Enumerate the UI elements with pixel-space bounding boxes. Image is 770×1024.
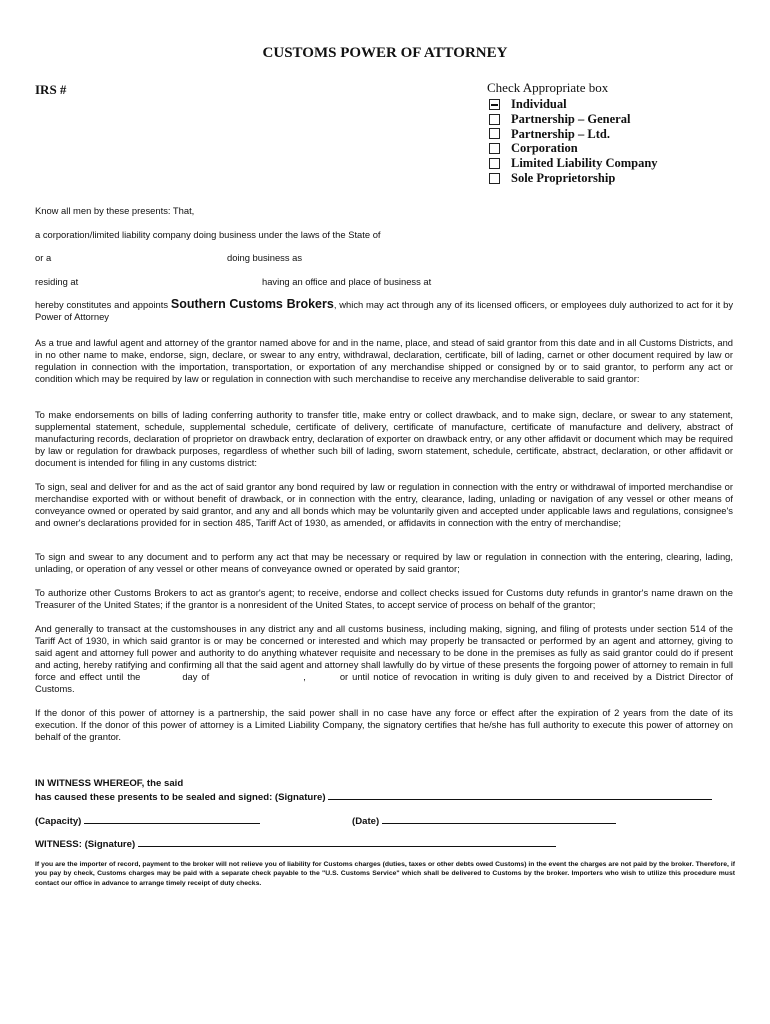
swear-paragraph: To sign and swear to any document and to perform any act that may be necessary or required by law or regulation in connection with the entering, clearing, lading, unlading, or operation of any vessel or other means of conveyance owned or operated by said grantor; bbox=[35, 551, 733, 574]
appoints-paragraph bbox=[35, 299, 733, 323]
entity-option-label: Corporation bbox=[511, 141, 578, 156]
general-paragraph bbox=[35, 623, 733, 694]
signature-label: has caused these presents to be sealed and signed: (Signature) bbox=[35, 792, 326, 803]
agent-paragraph: As a true and lawful agent and attorney of the grantor named above for and in the name, place, and stead of said grantor from this date and in all Customs Districts, and in no other name to make, endorse, sign, declare, or swear to any entry, withdrawal, declaration, certificate, bill of lading, carnet or other document required by law or regulation in connection with the importation, transportation, or exportation of any merchandise shipped or consigned by or to said grantor, to perform any act or condition which may be required by law or regulation in connection with such merchandise to receive any merchandise deliverable to said grantor: bbox=[35, 337, 733, 384]
residing-at-label: residing at bbox=[35, 276, 79, 287]
entity-option-label: Individual bbox=[511, 96, 567, 111]
signature-field[interactable] bbox=[328, 790, 712, 800]
checkbox[interactable] bbox=[489, 128, 500, 139]
date-label: (Date) bbox=[352, 816, 380, 827]
doing-business-as-label: doing business as bbox=[227, 252, 303, 263]
date-field[interactable] bbox=[382, 814, 616, 824]
checkbox[interactable] bbox=[489, 173, 500, 184]
entity-option-label: Sole Proprietorship bbox=[511, 170, 616, 185]
endorsements-paragraph: To make endorsements on bills of lading conferring authority to transfer title, make entry or collect drawback, and to make sign, declare, or swear to any statement, supplemental statement, schedule, supplemental schedule, certificate of delivery, certificate of manufacture, certificate of manufacture and delivery, abstract of manufacturing records, declaration of proprietor on drawback entry, declaration of exporter on drawback entry, or any other affidavit or document which may be required by law or regulation for drawback purposes, regardless of whether such bill of lading, sworn statement, schedule, certificate, abstract, declaration, or other affidavit or document is intended for filing in any customs district: bbox=[35, 409, 733, 468]
partnership-paragraph: If the donor of this power of attorney is a partnership, the said power shall in no case have any force or effect after the expiration of 2 years from the date of its execution. If the donor of this power of attorney is a Limited Liability Company, the signatory certifies that he/she has full authority to execute this power of attorney on behalf of the grantor. bbox=[35, 707, 733, 742]
witness-signature-field[interactable] bbox=[138, 837, 556, 847]
entity-option-corporation[interactable] bbox=[489, 141, 658, 156]
entity-option-sole-proprietorship[interactable] bbox=[489, 171, 658, 186]
entity-option-label: Partnership – General bbox=[511, 111, 631, 126]
footer-notice: If you are the importer of record, payment to the broker will not relieve you of liability for Customs charges (duties, taxes or other debts owed Customs) in the event the charges are not paid by the broker. Therefore, if you pay by check, Customs charges may be paid with a separate check payable to the "U.S. Customs Service" which shall be delivered to Customs by the broker. Importers who wish to utilize this procedure must contact our office in advance to arrange timely receipt of duty checks. bbox=[35, 861, 735, 887]
entity-option-label: Partnership – Ltd. bbox=[511, 126, 610, 141]
general-text: And generally to transact at the customshouses in any district any and all customs business, including making, signing, and filing of protests under section 514 of the Tariff Act of 1930, in which said grantor is or may be concerned or interested and which may properly be transacted or performed by an agent and attorney, giving to said agent and attorney full power and authority to do anything whatever requisite and necessary to be done in the premises as fully as said grantor could do if present and acting, hereby ratifying and confirming all that the said agent and attorney shall lawfully do by virtue of these presents the forgoing power of attorney to remain in full force and effect until the bbox=[35, 623, 733, 682]
signature-line bbox=[35, 790, 712, 803]
office-place-label: having an office and place of business at bbox=[262, 276, 432, 287]
general-day-label: day of bbox=[182, 670, 210, 682]
checkbox[interactable] bbox=[489, 114, 500, 125]
document-title: CUSTOMS POWER OF ATTORNEY bbox=[262, 45, 508, 61]
entity-option-label: Limited Liability Company bbox=[511, 156, 658, 171]
entity-option-partnership-general[interactable] bbox=[489, 112, 658, 127]
capacity-field[interactable] bbox=[84, 814, 260, 824]
witness-signature-label: WITNESS: (Signature) bbox=[35, 839, 136, 850]
appoints-prefix: hereby constitutes and appoints bbox=[35, 299, 169, 310]
check-heading: Check Appropriate box bbox=[487, 80, 609, 95]
broker-name: Southern Customs Brokers bbox=[170, 297, 334, 311]
capacity-line bbox=[35, 814, 260, 827]
entity-option-partnership-ltd[interactable] bbox=[489, 127, 658, 142]
know-all-text: Know all men by these presents: That, bbox=[35, 205, 195, 216]
entity-option-llc[interactable] bbox=[489, 156, 658, 171]
capacity-label: (Capacity) bbox=[35, 816, 82, 827]
witness-signature-line bbox=[35, 837, 556, 850]
general-end-text: or until notice of revocation in writing is duly given to and received by a District Director of Customs. bbox=[35, 670, 734, 694]
irs-label: IRS # bbox=[35, 82, 67, 97]
bond-paragraph: To sign, seal and deliver for and as the act of said grantor any bond required by law or regulation in connection with the entry or withdrawal of imported merchandise or merchandise exported with or without benefit of drawback, or in connection with the entry, clearance, lading, unlading or navigation of any vessel or other means of conveyance owned or operated by said grantor, and any and all bonds which may be voluntarily given and accepted under applicable laws and regulations, consignee's and owner's declarations provided for in section 485, Tariff Act of 1930, as amended, or affidavits in connection with the entry of merchandise; bbox=[35, 481, 733, 528]
date-line bbox=[352, 814, 616, 827]
entity-type-checklist bbox=[489, 97, 658, 186]
entity-option-individual[interactable] bbox=[489, 97, 658, 112]
or-a-label: or a bbox=[35, 252, 52, 263]
checkbox[interactable] bbox=[489, 143, 500, 154]
general-comma: , bbox=[303, 670, 306, 682]
appoints-suffix: , which may act through any of its licensed officers, or employees duly authorized to act for it by Power of Attorney bbox=[35, 299, 734, 322]
authorize-paragraph: To authorize other Customs Brokers to act as grantor's agent; to receive, endorse and collect checks issued for Customs duty refunds in grantor's name drawn on the Treasurer of the United States; if the grantor is a nonresident of the United States, to accept service of process on behalf of the grantor; bbox=[35, 587, 733, 610]
witness-whereof-line: IN WITNESS WHEREOF, the said bbox=[35, 778, 184, 789]
corporation-state-text: a corporation/limited liability company doing business under the laws of the State of bbox=[35, 229, 381, 240]
checkbox[interactable] bbox=[489, 158, 500, 169]
checkbox[interactable] bbox=[489, 99, 500, 110]
